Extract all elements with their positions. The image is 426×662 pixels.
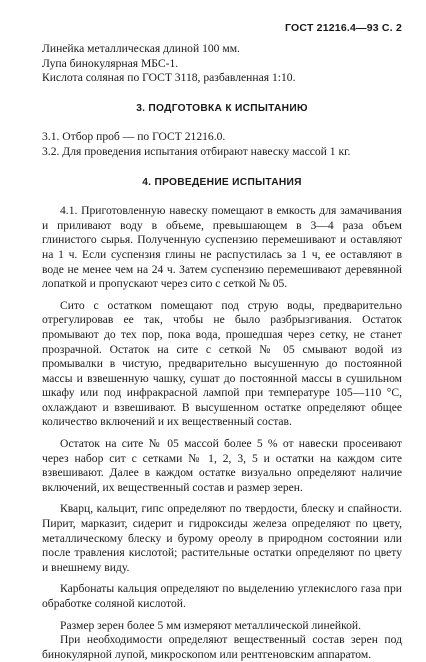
section-4-paragraph: При необходимости определяют вещественный состав зерен под бинокулярной лупой, микроскопом или рентгеновским аппаратом. — [42, 633, 402, 661]
equipment-item: Линейка металлическая длиной 100 мм. — [42, 42, 240, 55]
section-3-title: 3. ПОДГОТОВКА К ИСПЫТАНИЮ — [136, 102, 308, 114]
section-4-paragraph: Сито с остатком помещают под струю воды, предварительно отрегулировав ее так, чтобы не было разбрызгивания. Остаток промывают до тех пор, пока вода, прошедшая через сетку, не станет прозрачной. Остаток на сите с сеткой № 05 смывают водой из промывалки в чистую, предварительно высушенную до постоянной массы и взвешенную чашку, сушат до постоянной массы в сушильном шкафу или под инфракрасной лампой при температуре 105—110 °С, охлаждают и взвешивают. В высушенном остатке определяют общее количество включений и их вещественный состав. — [42, 298, 402, 429]
section-4-paragraph: Карбонаты кальция определяют по выделению углекислого газа при обработке соляной кислотой. — [42, 582, 402, 610]
section-4-title: 4. ПРОВЕДЕНИЕ ИСПЫТАНИЯ — [142, 176, 302, 188]
section-3-item: 3.2. Для проведения испытания отбирают навеску массой 1 кг. — [42, 144, 351, 158]
section-4-paragraph: Остаток на сите № 05 массой более 5 % от навески просеивают через набор сит с сетками № 1, 2, 3, 5 и остатки на каждом сите взвешивают. Далее в каждом остатке визуально определяют наличие включений, их вещественный состав и размер зерен. — [42, 437, 402, 494]
equipment-item: Лупа бинокулярная МБС-1. — [42, 56, 179, 70]
equipment-list — [42, 42, 402, 86]
document-body — [42, 42, 402, 662]
section-4-paragraph: 4.1. Приготовленную навеску помещают в емкость для замачивания и приливают воду в объеме, превышающем в 3—4 раза объем глинистого сырья. Полученную суспензию перемешивают и оставляют на 1 ч. Если суспензия глины не распустилась за 1 ч, ее оставляют в воде не менее чем на 24 ч. Затем суспензию перемешивают деревянной лопаткой и пропускают через сито с сеткой № 05. — [42, 204, 402, 291]
section-4-paragraph: Кварц, кальцит, гипс определяют по твердости, блеску и спайности. Пирит, марказит, сидерит и гидроксиды железа определяют по цвету, металлическому блеску и бурому ореолу в природном состоянии или после травления кислотой; растительные остатки определяют по цвету и внешнему виду. — [42, 502, 402, 574]
equipment-item: Кислота соляная по ГОСТ 3118, разбавленная 1:10. — [42, 71, 296, 85]
page-header: ГОСТ 21216.4—93 С. 2 — [285, 22, 402, 34]
section-3-item: 3.1. Отбор проб — по ГОСТ 21216.0. — [42, 130, 226, 144]
section-4-paragraph: Размер зерен более 5 мм измеряют металлической линейкой. — [60, 618, 362, 632]
